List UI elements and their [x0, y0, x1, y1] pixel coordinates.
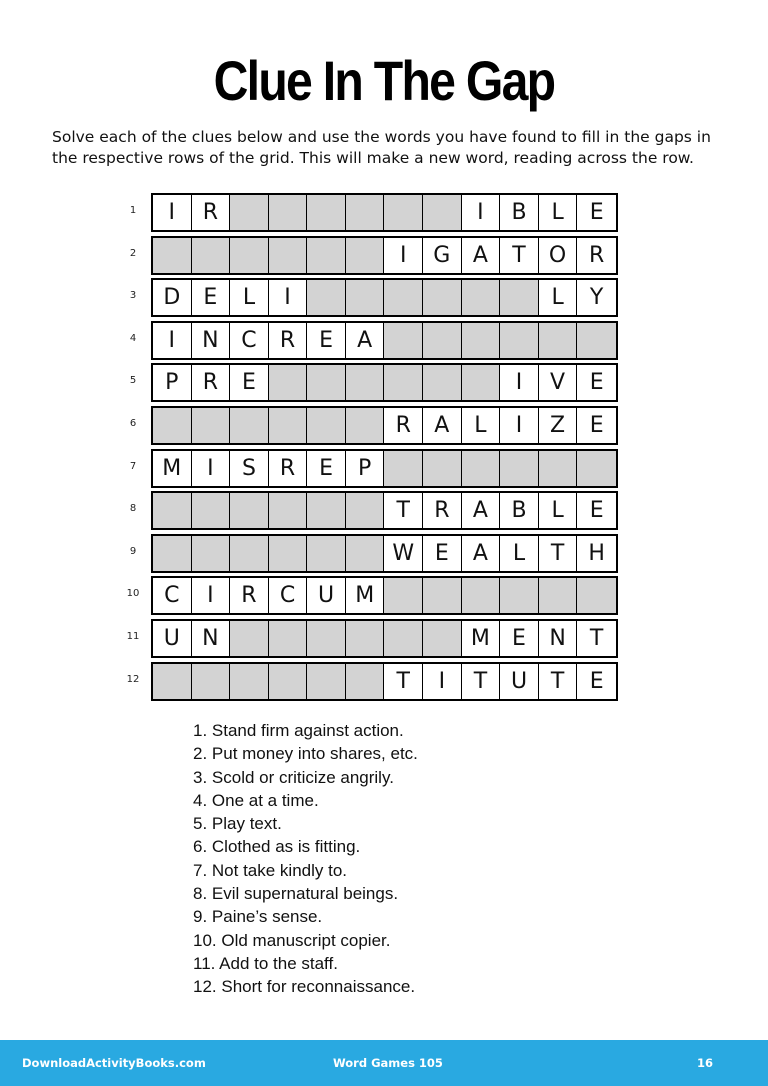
letter-cell: L — [230, 280, 269, 315]
row-number: 6 — [129, 417, 137, 429]
row-cells — [151, 534, 618, 573]
letter-cell: S — [230, 451, 269, 486]
gap-cell[interactable] — [500, 323, 539, 358]
letter-cell: I — [153, 323, 192, 358]
letter-cell: D — [153, 280, 192, 315]
gap-cell[interactable] — [423, 195, 462, 230]
letter-cell: R — [230, 578, 269, 613]
letter-cell: A — [462, 493, 501, 528]
row-number: 9 — [129, 545, 137, 557]
gap-cell[interactable] — [462, 451, 501, 486]
clue-item: 4. One at a time. — [193, 790, 319, 810]
gap-cell[interactable] — [269, 365, 308, 400]
clue-item: 5. Play text. — [193, 814, 282, 834]
gap-cell[interactable] — [346, 280, 385, 315]
letter-cell: N — [539, 621, 578, 656]
letter-cell: L — [462, 408, 501, 443]
letter-cell: N — [192, 323, 231, 358]
gap-cell[interactable] — [384, 280, 423, 315]
row-cells — [151, 278, 618, 317]
letter-cell: T — [462, 664, 501, 699]
row-number: 3 — [129, 290, 137, 302]
gap-cell[interactable] — [153, 536, 192, 571]
row-cells — [151, 576, 618, 615]
gap-cell[interactable] — [384, 365, 423, 400]
letter-cell: T — [500, 238, 539, 273]
letter-cell: I — [192, 451, 231, 486]
clue-item: 11. Add to the staff. — [193, 953, 338, 973]
letter-cell: U — [153, 621, 192, 656]
letter-cell: A — [346, 323, 385, 358]
grid-row — [115, 363, 625, 402]
letter-cell: I — [500, 365, 539, 400]
gap-cell[interactable] — [539, 578, 578, 613]
letter-cell: E — [577, 408, 616, 443]
page-title: Clue In The Gap — [213, 49, 555, 112]
instructions: Solve each of the clues below and use the words you have found to fill in the gaps in the respective rows of the grid. This will make a new word, reading across the row. — [52, 128, 711, 167]
row-number: 4 — [129, 332, 137, 344]
letter-cell: L — [539, 493, 578, 528]
gap-cell[interactable] — [307, 408, 346, 443]
gap-cell[interactable] — [153, 664, 192, 699]
gap-cell[interactable] — [346, 408, 385, 443]
gap-cell[interactable] — [462, 365, 501, 400]
row-number: 7 — [129, 460, 137, 472]
letter-cell: R — [269, 451, 308, 486]
gap-cell[interactable] — [230, 621, 269, 656]
gap-cell[interactable] — [384, 578, 423, 613]
letter-cell: R — [384, 408, 423, 443]
gap-cell[interactable] — [307, 536, 346, 571]
gap-cell[interactable] — [307, 365, 346, 400]
letter-cell: M — [346, 578, 385, 613]
letter-cell: M — [153, 451, 192, 486]
grid-row — [115, 321, 625, 360]
letter-cell: T — [539, 536, 578, 571]
letter-cell: R — [269, 323, 308, 358]
gap-cell[interactable] — [230, 664, 269, 699]
footer-page-number: 16 — [697, 1056, 714, 1070]
row-number: 10 — [126, 588, 140, 600]
row-cells — [151, 406, 618, 445]
gap-cell[interactable] — [269, 493, 308, 528]
letter-cell: U — [307, 578, 346, 613]
gap-cell[interactable] — [307, 493, 346, 528]
gap-cell[interactable] — [230, 238, 269, 273]
gap-cell[interactable] — [577, 578, 616, 613]
gap-cell[interactable] — [539, 323, 578, 358]
letter-cell: T — [577, 621, 616, 656]
letter-cell: A — [462, 238, 501, 273]
letter-cell: R — [577, 238, 616, 273]
row-number: 1 — [129, 205, 137, 216]
grid-row — [115, 236, 625, 275]
row-number: 11 — [126, 630, 140, 642]
clue-item: 6. Clothed as is fitting. — [193, 837, 361, 857]
row-cells — [151, 363, 618, 402]
grid-row — [115, 449, 625, 488]
letter-cell: I — [423, 664, 462, 699]
gap-cell[interactable] — [269, 195, 308, 230]
gap-cell[interactable] — [423, 280, 462, 315]
clue-item: 8. Evil supernatural beings. — [193, 884, 399, 904]
letter-cell: I — [384, 238, 423, 273]
gap-cell[interactable] — [539, 451, 578, 486]
gap-cell[interactable] — [423, 323, 462, 358]
row-number: 5 — [129, 375, 137, 387]
gap-cell[interactable] — [346, 664, 385, 699]
letter-cell: R — [192, 365, 231, 400]
gap-cell[interactable] — [192, 664, 231, 699]
gap-cell[interactable] — [384, 451, 423, 486]
letter-cell: R — [423, 493, 462, 528]
letter-cell: I — [153, 195, 192, 230]
gap-cell[interactable] — [462, 323, 501, 358]
letter-cell: M — [462, 621, 501, 656]
gap-cell[interactable] — [384, 195, 423, 230]
gap-cell[interactable] — [307, 280, 346, 315]
row-cells — [151, 321, 618, 360]
grid-row — [115, 619, 625, 658]
clue-item: 12. Short for reconnaissance. — [193, 977, 416, 997]
grid-row — [115, 193, 625, 232]
letter-cell: E — [577, 195, 616, 230]
gap-cell[interactable] — [577, 323, 616, 358]
row-cells — [151, 449, 618, 488]
letter-cell: I — [500, 408, 539, 443]
gap-cell[interactable] — [230, 408, 269, 443]
letter-cell: L — [539, 280, 578, 315]
gap-cell[interactable] — [462, 578, 501, 613]
gap-cell[interactable] — [500, 451, 539, 486]
gap-cell[interactable] — [269, 536, 308, 571]
gap-cell[interactable] — [423, 578, 462, 613]
clue-item: 3. Scold or criticize angrily. — [193, 767, 394, 787]
clue-item: 2. Put money into shares, etc. — [193, 744, 418, 764]
footer-book-title: Word Games 105 — [333, 1056, 443, 1070]
letter-cell: T — [384, 493, 423, 528]
gap-cell[interactable] — [384, 323, 423, 358]
letter-cell: O — [539, 238, 578, 273]
letter-cell: E — [500, 621, 539, 656]
letter-cell: E — [307, 451, 346, 486]
grid-row — [115, 406, 625, 445]
letter-cell: L — [539, 195, 578, 230]
row-number: 8 — [129, 503, 137, 515]
gap-cell[interactable] — [269, 664, 308, 699]
letter-cell: E — [577, 664, 616, 699]
letter-cell: C — [153, 578, 192, 613]
gap-cell[interactable] — [346, 238, 385, 273]
gap-cell[interactable] — [423, 365, 462, 400]
letter-cell: N — [192, 621, 231, 656]
grid-row — [115, 491, 625, 530]
gap-cell[interactable] — [192, 238, 231, 273]
gap-cell[interactable] — [346, 621, 385, 656]
letter-cell: E — [577, 493, 616, 528]
gap-cell[interactable] — [153, 493, 192, 528]
letter-cell: E — [423, 536, 462, 571]
footer-site[interactable]: DownloadActivityBooks.com — [22, 1056, 206, 1070]
gap-cell[interactable] — [462, 280, 501, 315]
gap-cell[interactable] — [577, 451, 616, 486]
letter-cell: E — [230, 365, 269, 400]
clue-item: 7. Not take kindly to. — [193, 860, 348, 880]
grid-row — [115, 576, 625, 615]
gap-cell[interactable] — [307, 664, 346, 699]
gap-cell[interactable] — [346, 536, 385, 571]
gap-cell[interactable] — [307, 621, 346, 656]
letter-cell: W — [384, 536, 423, 571]
letter-cell: E — [192, 280, 231, 315]
row-number: 2 — [129, 247, 137, 259]
letter-cell: B — [500, 195, 539, 230]
clue-item: 10. Old manuscript copier. — [193, 930, 391, 950]
letter-cell: A — [423, 408, 462, 443]
row-cells — [151, 662, 618, 701]
letter-cell: T — [539, 664, 578, 699]
gap-cell[interactable] — [500, 280, 539, 315]
letter-cell: P — [346, 451, 385, 486]
letter-cell: I — [269, 280, 308, 315]
gap-cell[interactable] — [192, 493, 231, 528]
clue-item: 9. Paine’s sense. — [193, 907, 323, 927]
letter-cell: A — [462, 536, 501, 571]
row-number: 12 — [126, 673, 140, 685]
clue-list — [193, 719, 613, 999]
grid-row — [115, 278, 625, 317]
letter-cell: G — [423, 238, 462, 273]
letter-cell: R — [192, 195, 231, 230]
gap-cell[interactable] — [269, 621, 308, 656]
grid-row — [115, 662, 625, 701]
gap-cell[interactable] — [192, 408, 231, 443]
gap-cell[interactable] — [307, 238, 346, 273]
letter-cell: I — [462, 195, 501, 230]
letter-cell: V — [539, 365, 578, 400]
gap-cell[interactable] — [423, 451, 462, 486]
letter-cell: C — [269, 578, 308, 613]
gap-cell[interactable] — [269, 238, 308, 273]
letter-cell: B — [500, 493, 539, 528]
grid-row — [115, 534, 625, 573]
gap-cell[interactable] — [230, 536, 269, 571]
gap-cell[interactable] — [346, 195, 385, 230]
letter-cell: L — [500, 536, 539, 571]
puzzle-grid — [115, 193, 625, 704]
gap-cell[interactable] — [423, 621, 462, 656]
gap-cell[interactable] — [500, 578, 539, 613]
letter-cell: I — [192, 578, 231, 613]
letter-cell: Z — [539, 408, 578, 443]
letter-cell: Y — [577, 280, 616, 315]
gap-cell[interactable] — [192, 536, 231, 571]
letter-cell: E — [577, 365, 616, 400]
clue-item: 1. Stand firm against action. — [193, 721, 404, 740]
footer-bar — [0, 1040, 768, 1086]
gap-cell[interactable] — [346, 493, 385, 528]
gap-cell[interactable] — [384, 621, 423, 656]
letter-cell: P — [153, 365, 192, 400]
row-cells — [151, 193, 618, 232]
gap-cell[interactable] — [230, 195, 269, 230]
gap-cell[interactable] — [230, 493, 269, 528]
letter-cell: T — [384, 664, 423, 699]
letter-cell: E — [307, 323, 346, 358]
gap-cell[interactable] — [269, 408, 308, 443]
gap-cell[interactable] — [307, 195, 346, 230]
letter-cell: H — [577, 536, 616, 571]
letter-cell: C — [230, 323, 269, 358]
row-cells — [151, 619, 618, 658]
gap-cell[interactable] — [346, 365, 385, 400]
letter-cell: U — [500, 664, 539, 699]
gap-cell[interactable] — [153, 408, 192, 443]
row-cells — [151, 491, 618, 530]
gap-cell[interactable] — [153, 238, 192, 273]
row-cells — [151, 236, 618, 275]
